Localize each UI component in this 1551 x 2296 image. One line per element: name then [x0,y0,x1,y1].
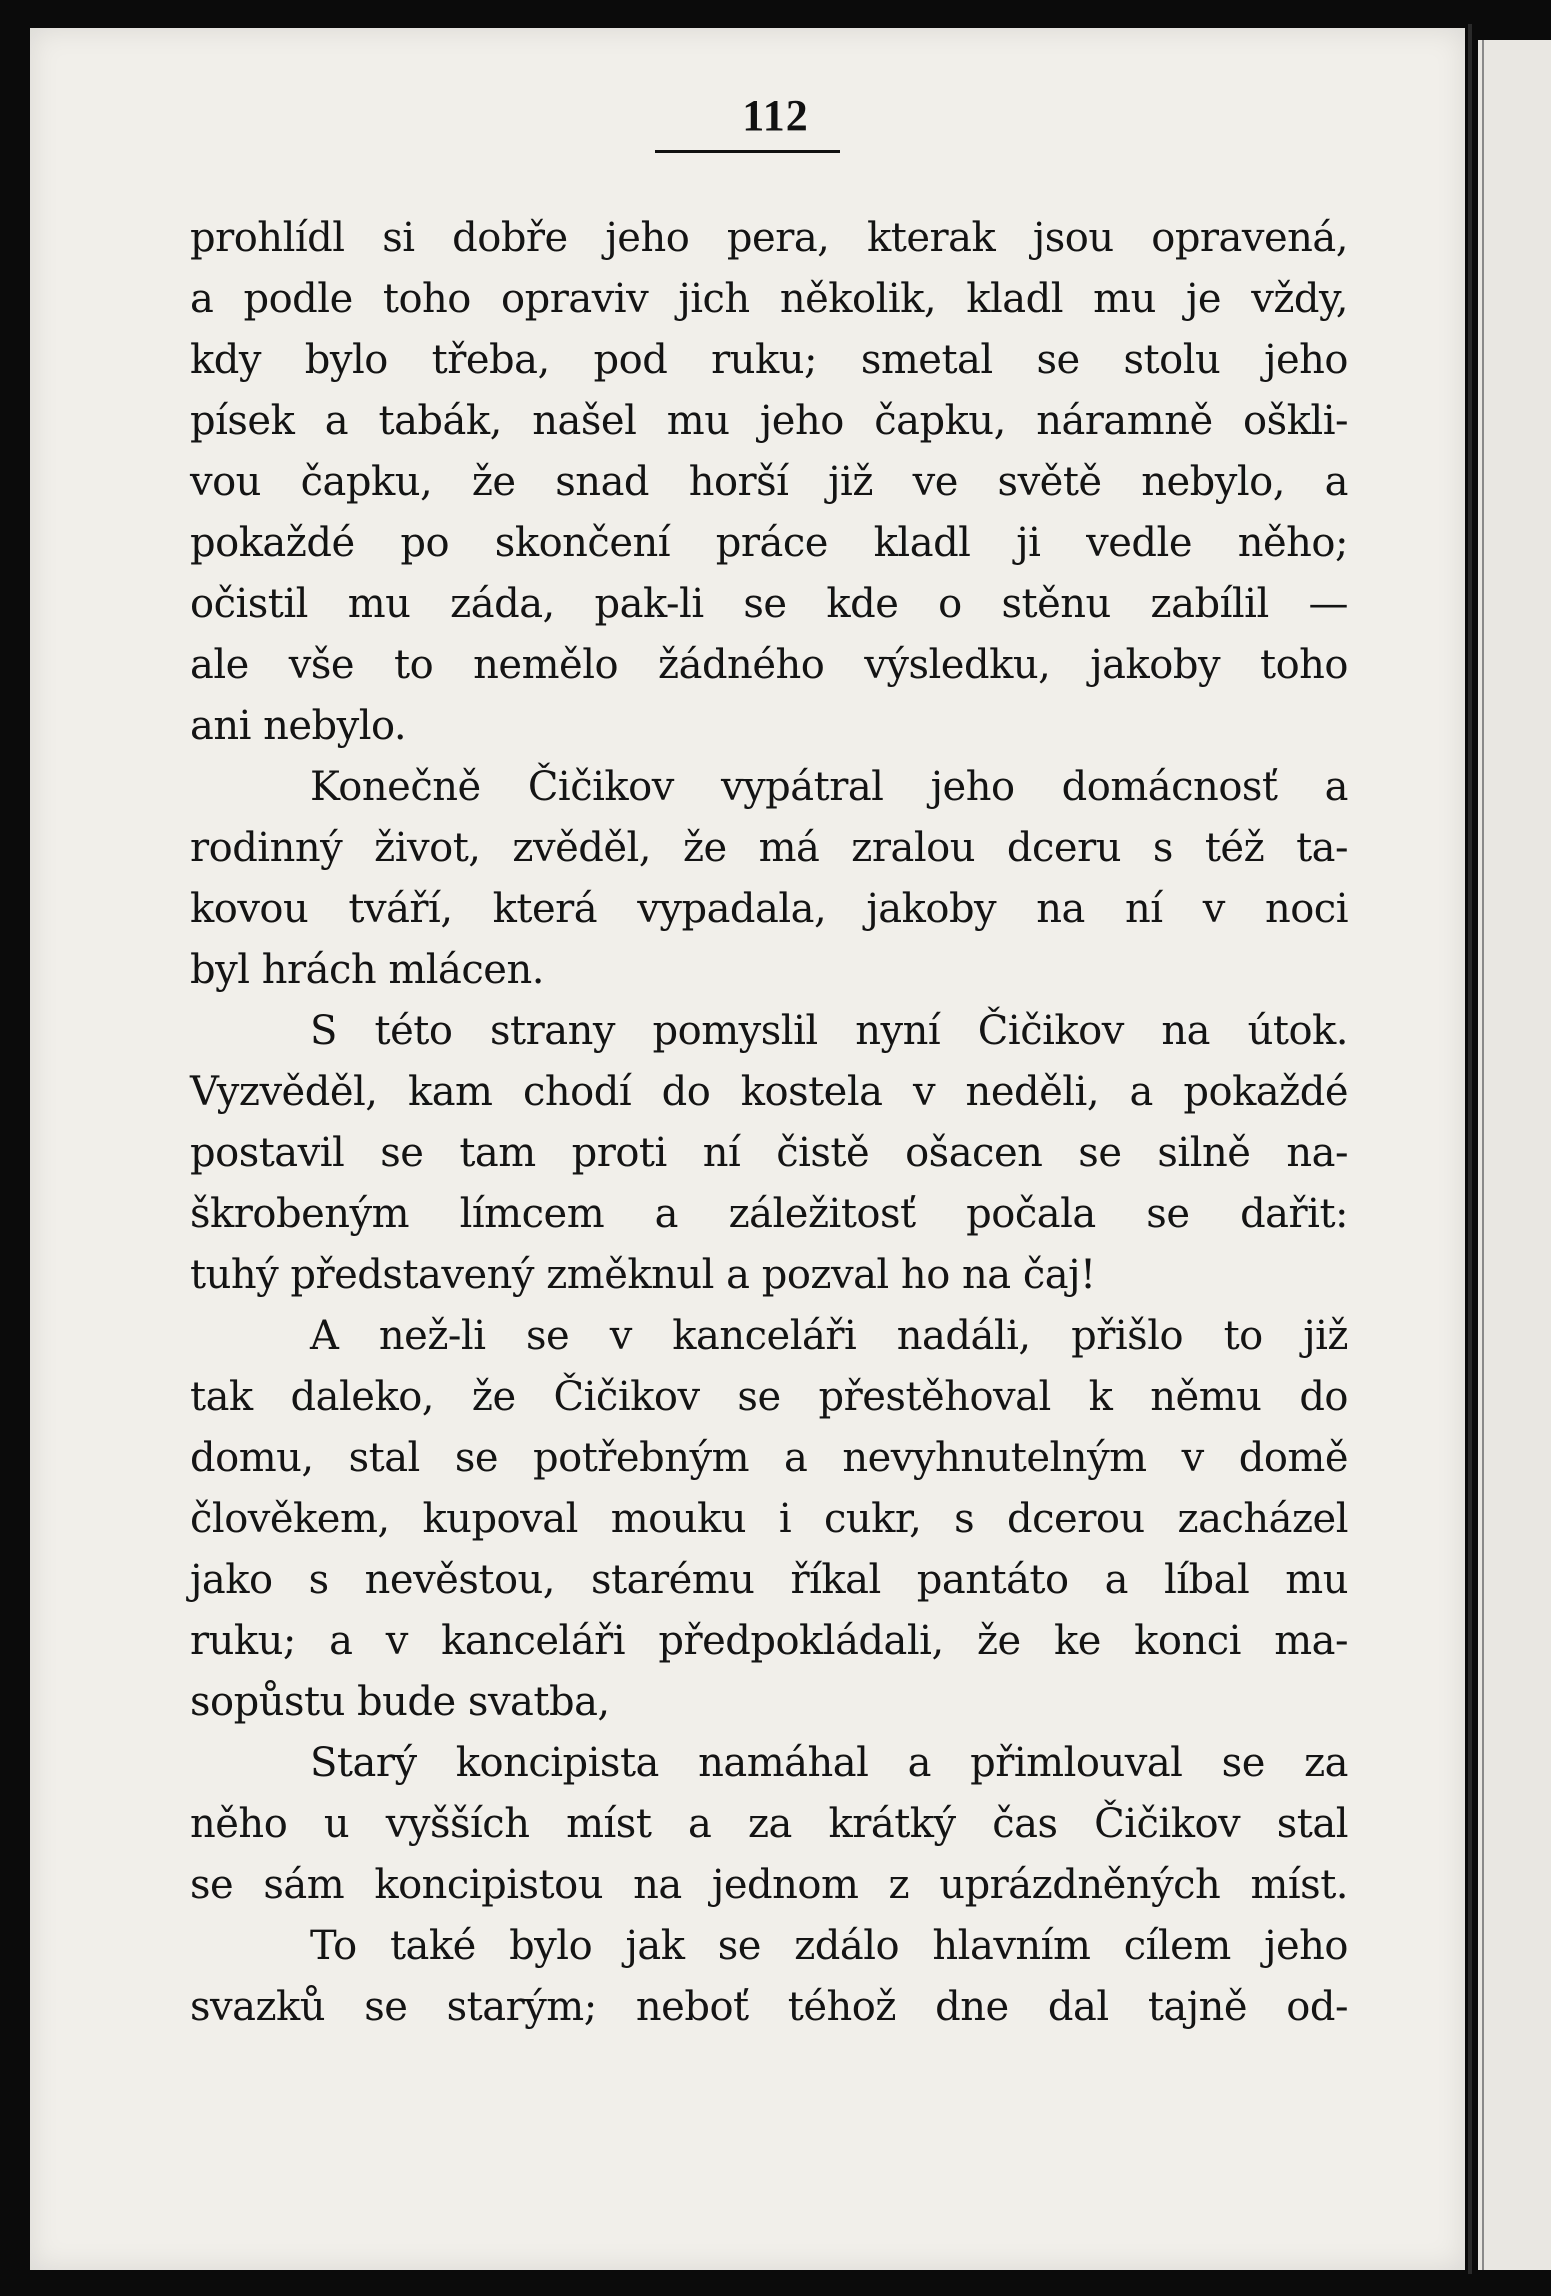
text-line: Starý koncipista namáhal a přimlouval se za [310,1740,1348,1786]
text-line: domu, stal se potřebným a nevyhnutelným v domě [190,1435,1348,1481]
text-line: a podle toho opraviv jich několik, kladl mu je vždy, [190,276,1348,322]
text-line: S této strany pomyslil nyní Čičikov na útok. [310,1008,1348,1054]
text-line: A než-li se v kanceláři nadáli, přišlo to již [310,1313,1348,1359]
text-line: něho u vyšších míst a za krátký čas Čičikov stal [190,1801,1348,1847]
page-fold [1468,24,1472,2274]
text-line: kovou tváří, která vypadala, jakoby na ní v noci [190,886,1348,932]
text-line: vou čapku, že snad horší již ve světě nebylo, a [190,459,1348,505]
text-line: rodinný život, zvěděl, že má zralou dceru s též ta- [190,825,1348,871]
text-line: pokaždé po skončení práce kladl ji vedle něho; [190,520,1348,566]
text-line: ale vše to nemělo žádného výsledku, jakoby toho [190,642,1348,688]
text-line: tak daleko, že Čičikov se přestěhoval k němu do [190,1374,1348,1420]
text-line: ani nebylo. [190,703,407,749]
header-rule [655,150,840,153]
text-line: kdy bylo třeba, pod ruku; smetal se stolu jeho [190,337,1348,383]
text-line: škrobeným límcem a záležitosť počala se dařit: [190,1191,1348,1237]
adjacent-page-border [1482,40,1484,2270]
text-line: Konečně Čičikov vypátral jeho domácnosť a [310,764,1348,810]
text-line: očistil mu záda, pak-li se kde o stěnu zabílil — [190,581,1348,627]
text-line: člověkem, kupoval mouku i cukr, s dcerou zacházel [190,1496,1348,1542]
text-line: postavil se tam proti ní čistě ošacen se silně na- [190,1130,1348,1176]
text-line: ruku; a v kanceláři předpokládali, že ke konci ma- [190,1618,1348,1664]
text-line: prohlídl si dobře jeho pera, kterak jsou opravená, [190,215,1348,261]
page-number: 112 [742,91,809,140]
text-line: Vyzvěděl, kam chodí do kostela v neděli, a pokaždé [190,1069,1348,1115]
text-line: jako s nevěstou, starému říkal pantáto a líbal mu [190,1557,1348,1603]
adjacent-page-edge [1478,40,1551,2270]
text-line: písek a tabák, našel mu jeho čapku, náramně oškli- [190,398,1348,444]
text-line: byl hrách mlácen. [190,947,544,993]
text-line: se sám koncipistou na jednom z uprázdněných míst. [190,1862,1348,1908]
body-text [190,208,1348,2038]
text-line: To také bylo jak se zdálo hlavním cílem jeho [310,1923,1348,1969]
text-line: tuhý představený změknul a pozval ho na čaj! [190,1252,1096,1298]
text-line: sopůstu bude svatba, [190,1679,610,1725]
text-line: svazků se starým; neboť téhož dne dal tajně od- [190,1984,1348,2030]
